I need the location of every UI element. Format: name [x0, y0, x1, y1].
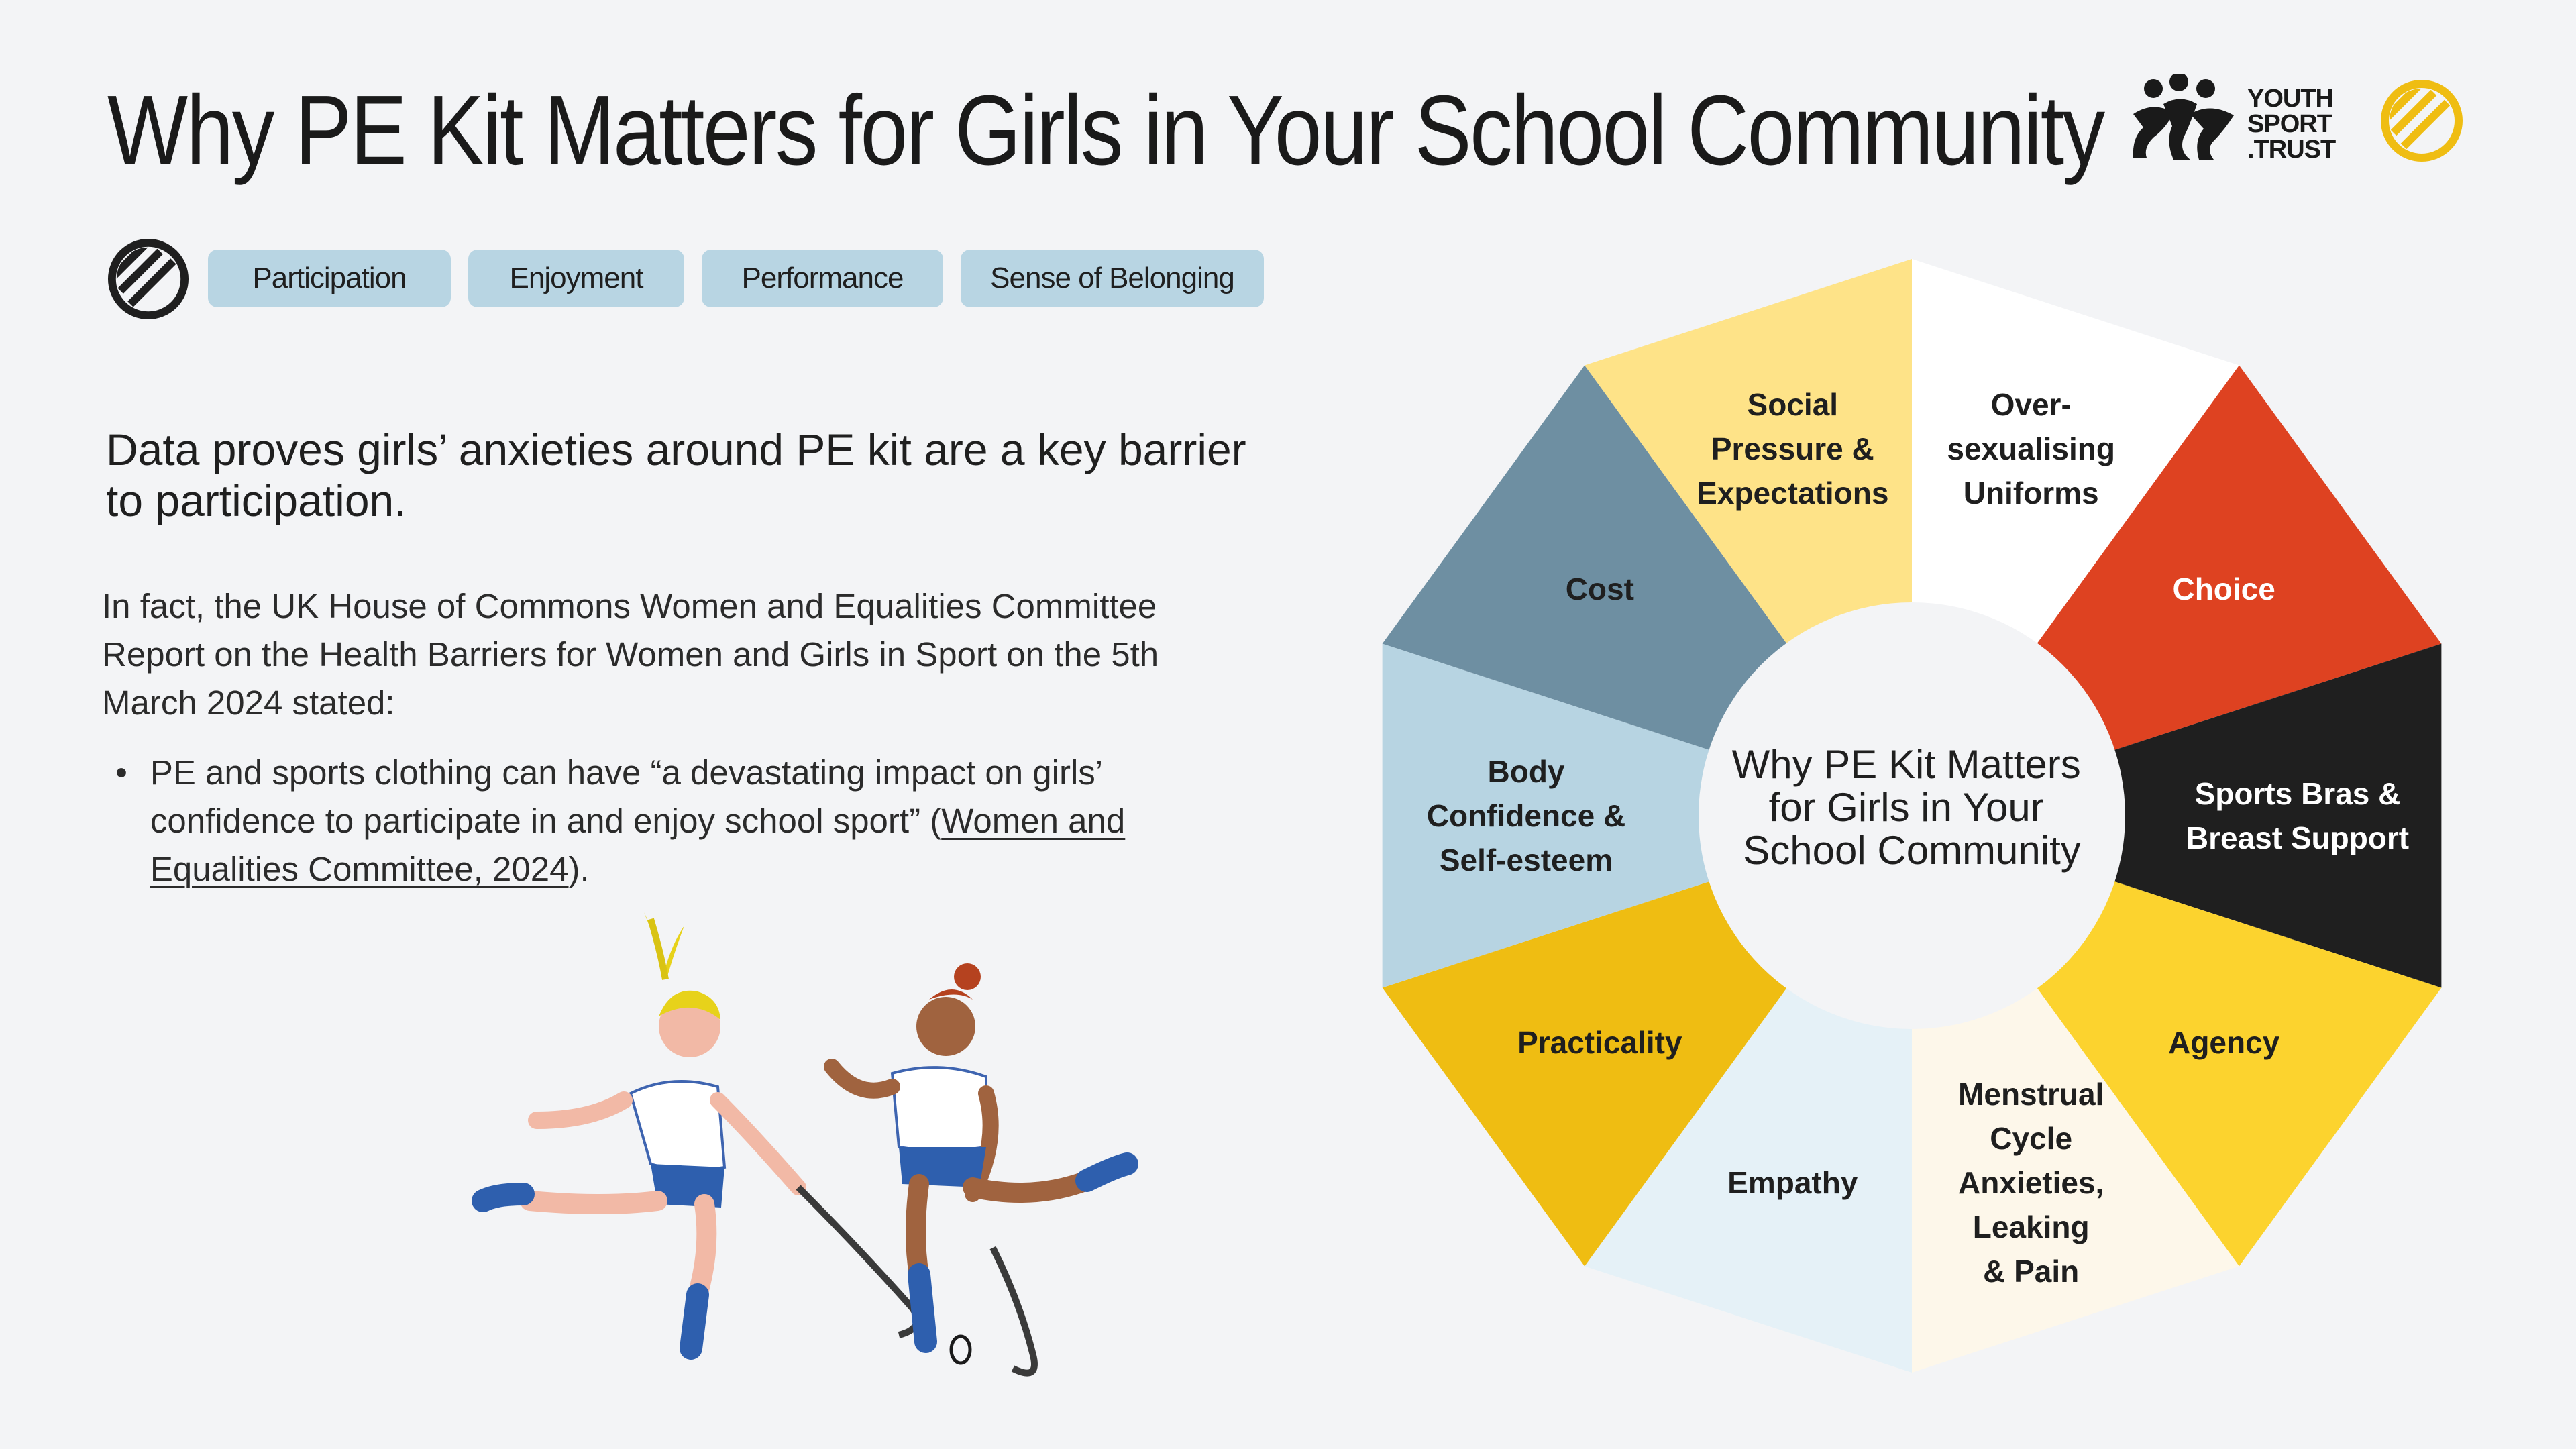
lead-statement: Data proves girls’ anxieties around PE kit are a key barrier to participation.: [106, 425, 1246, 525]
wheel-segment-label: Agency: [2168, 1024, 2280, 1060]
pe-kit-wheel: [1345, 255, 2485, 1395]
wheel-segment-label: Social Pressure & Expectations: [1697, 387, 1889, 511]
wheel-segment-label: Menstrual Cycle Anxieties, Leaking & Pain: [1958, 1076, 2104, 1289]
wheel-center-title: Why PE Kit Matters for Girls in Your School Community: [1731, 742, 2081, 873]
tag-enjoyment: Enjoyment: [468, 250, 684, 307]
player-two-figure: [832, 963, 1127, 1373]
wheel-segment-label: Sports Bras & Breast Support: [2186, 776, 2410, 855]
wheel-segment-label: Practicality: [1517, 1024, 1682, 1060]
page-title: Why PE Kit Matters for Girls in Your School Community: [107, 75, 2104, 186]
tag-participation: Participation: [208, 250, 451, 307]
wheel-segment-label: Over-sexualising Uniforms: [1947, 387, 2115, 511]
hockey-players-illustration: [456, 899, 1181, 1395]
striped-circle-logo: [2380, 79, 2463, 162]
player-one-figure: [483, 912, 917, 1348]
hockey-ball: [951, 1336, 970, 1363]
striped-circle-icon: [107, 238, 189, 320]
committee-link[interactable]: Women and Equalities Committee, 2024: [150, 802, 1126, 888]
logo-wordmark: YOUTH SPORT .TRUST: [2247, 85, 2336, 164]
tag-list: [208, 250, 1264, 307]
wheel-segment-label: Cost: [1565, 572, 1634, 607]
wheel-segment-label: Body Confidence & Self-esteem: [1426, 754, 1626, 877]
tag-performance: Performance: [702, 250, 943, 307]
logo-mark: .: [2247, 136, 2254, 164]
tag-sense-of-belonging: Sense of Belonging: [961, 250, 1264, 307]
figures-icon: [2127, 74, 2241, 161]
body-paragraph: In fact, the UK House of Commons Women and Equalities Committee Report on the Health Barriers for Women and Girls in Sport on the 5th March 2024 stated:: [102, 587, 1159, 722]
wheel-segment-label: Empathy: [1727, 1165, 1858, 1200]
bullet-marker: •: [115, 753, 127, 792]
wheel-segment-label: Choice: [2172, 572, 2275, 607]
youth-sport-trust-logo: [2127, 74, 2341, 168]
bullet-text: PE and sports clothing can have “a devastating impact on girls’ confidence to participate in and enjoy school sport” (Women and Equalities Committee, 2024).: [150, 753, 1126, 888]
quote-bullet: [115, 749, 1242, 894]
